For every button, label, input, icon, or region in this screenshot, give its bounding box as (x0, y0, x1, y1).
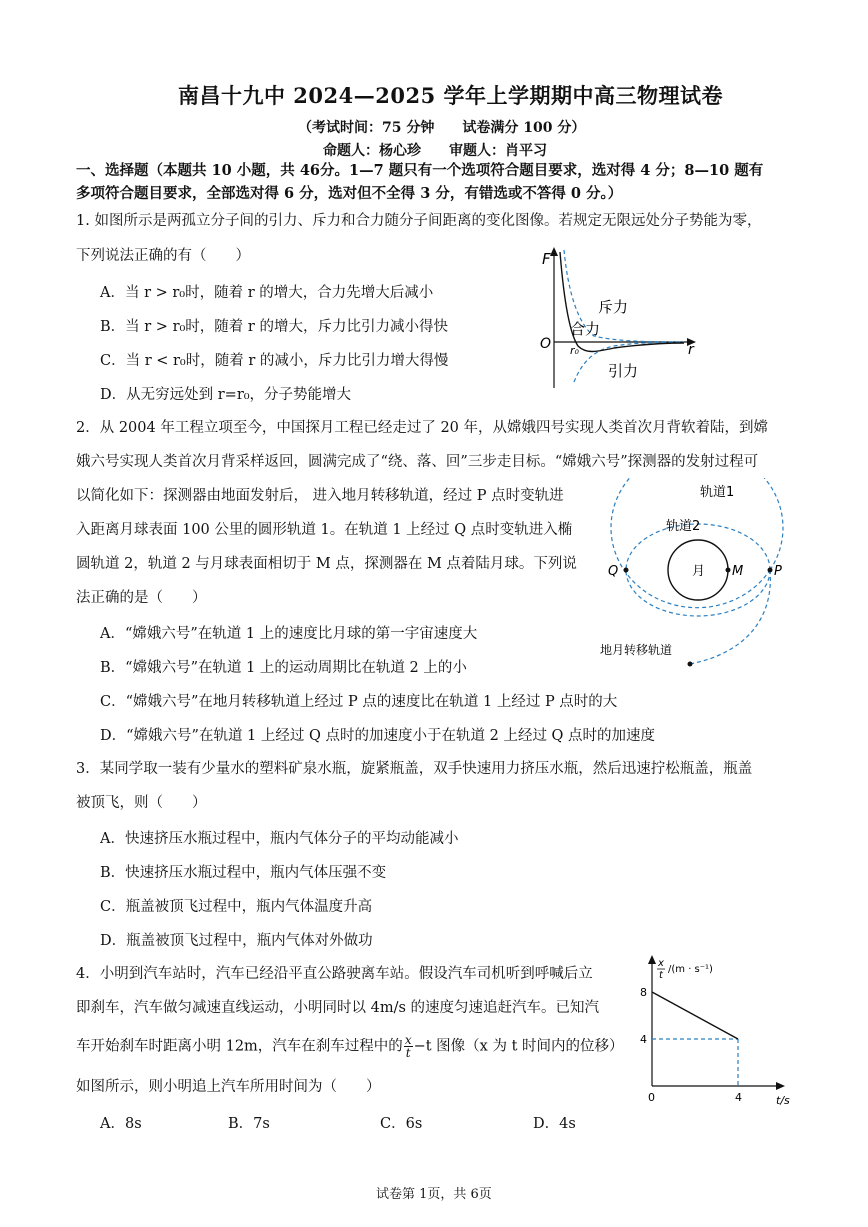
q1-stem-line2: 下列说法正确的有（ ） (76, 248, 250, 264)
q4-option-c: C．6s (380, 1116, 423, 1132)
q2-point-p-dot (768, 568, 773, 573)
q4-x-arrow (776, 1082, 785, 1090)
exam-authors: 命题人：杨心珍 审题人：肖平习 (323, 143, 547, 159)
q4-y-arrow (648, 955, 656, 964)
q2-option-c: C．“嫦娥六号”在地月转移轨道上经过 P 点的速度比在轨道 1 上经过 P 点时的大 (100, 694, 618, 710)
q3-option-b: B．快速挤压水瓶过程中，瓶内气体压强不变 (100, 865, 387, 881)
q2-stem-line5: 圆轨道 2，轨道 2 与月球表面相切于 M 点，探测器在 M 点着陆月球。下列说 (76, 556, 577, 572)
q4-stem-line4: 如图所示，则小明追上汽车所用时间为（ ） (76, 1079, 381, 1095)
q1-option-c: C．当 r < r₀时，随着 r 的减小，斥力比引力增大得慢 (100, 353, 449, 369)
page-title: 南昌十九中 2024—2025 学年上学期期中高三物理试卷 (178, 83, 724, 108)
q4-option-d: D．4s (533, 1116, 576, 1132)
q1-stem-line1: 1. 如图所示是两孤立分子间的引力、斥力和合力随分子间距离的变化图像。若规定无限远处分子势能为零， (76, 213, 762, 229)
q1-y-arrow (550, 247, 558, 256)
q3-stem-line2: 被顶飞，则（ ） (76, 795, 207, 811)
section-heading-line2: 多项符合题目要求，全部选对得 6 分，选对但不全得 3 分，有错选或不答得 0 分。） (76, 185, 623, 202)
q2-stem-line2: 娥六号实现人类首次月背采样返回，圆满完成了“绕、落、回”三步走目标。“嫦娥六号”探测器的发射过程可 (76, 454, 759, 470)
q4-y-label-num: x (658, 958, 664, 969)
q2-point-m-dot (726, 568, 731, 573)
q4-stem-line3-a: 车开始刹车时距离小明 12m，汽车在刹车过程中的 (76, 1038, 403, 1055)
q1-axis-r-label: r (688, 342, 694, 358)
q1-option-a: A．当 r > r₀时，随着 r 的增大，合力先增大后减小 (100, 285, 434, 301)
q1-net-label: 合力 (570, 320, 601, 338)
q4-y-label-den: t (659, 970, 663, 981)
q4-y-tick-4: 4 (640, 1033, 647, 1046)
q4-stem-line2: 即刹车，汽车做匀减速直线运动，小明同时以 4m/s 的速度匀速追赶汽车。已知汽 (76, 1000, 600, 1016)
q2-p-label: P (774, 564, 782, 579)
q1-repulsion-label: 斥力 (598, 298, 629, 316)
q4-xt-graph (630, 950, 800, 1105)
q4-series-line (652, 992, 738, 1039)
q2-stem-line1: 2．从 2004 年工程立项至今，中国探月工程已经走过了 20 年，从嫦娥四号实现人类首次月背软着陆，到嫦 (76, 420, 769, 436)
q1-origin-label: O (540, 336, 552, 352)
q4-fraction (404, 1034, 413, 1059)
q4-y-unit: /(m · s⁻¹) (668, 964, 713, 975)
q2-orbit2-label: 轨道2 (666, 519, 701, 534)
q4-stem-line1: 4．小明到汽车站时，汽车已经沿平直公路驶离车站。假设汽车司机听到呼喊后立 (76, 966, 593, 982)
q2-point-q-dot (624, 568, 629, 573)
q2-option-b: B．“嫦娥六号”在轨道 1 上的运动周期比在轨道 2 上的小 (100, 660, 467, 676)
q1-attraction-label: 引力 (608, 362, 639, 380)
q4-stem-line3 (76, 1034, 624, 1059)
q4-stem-line3-b: −t 图像（x 为 t 时间内的位移） (413, 1038, 624, 1055)
exam-info: （考试时间：75 分钟 试卷满分 100 分） (298, 120, 586, 136)
q2-stem-line3: 以简化如下：探测器由地面发射后， 进入地月转移轨道，经过 P 点时变轨进 (76, 488, 564, 504)
q1-axis-f-label: F (542, 250, 551, 268)
q4-option-b: B．7s (228, 1116, 270, 1132)
q2-transfer-dot (688, 662, 693, 667)
q2-option-a: A．“嫦娥六号”在轨道 1 上的速度比月球的第一宇宙速度大 (100, 626, 478, 642)
q4-origin-label: 0 (648, 1091, 655, 1104)
q4-y-tick-8: 8 (640, 986, 647, 999)
q1-option-d: D．从无穷远处到 r=r₀，分子势能增大 (100, 387, 352, 403)
q4-x-label: t/s (776, 1094, 790, 1105)
q1-force-graph (534, 242, 704, 392)
section-heading-line1: 一、选择题（本题共 10 小题，共 46分。1—7 题只有一个选项符合题目要求，选对得 4 分；8—10 题有 (76, 162, 764, 179)
q2-orbit1 (611, 478, 783, 608)
q3-option-c: C．瓶盖被顶飞过程中，瓶内气体温度升高 (100, 899, 373, 915)
q4-x-tick-4: 4 (735, 1091, 742, 1104)
q3-option-a: A．快速挤压水瓶过程中，瓶内气体分子的平均动能减小 (100, 831, 459, 847)
q4-option-a: A．8s (100, 1116, 142, 1132)
q2-option-d: D．“嫦娥六号”在轨道 1 上经过 Q 点时的加速度小于在轨道 2 上经过 Q 点时的加速度 (100, 728, 656, 744)
q1-option-b: B．当 r > r₀时，随着 r 的增大，斥力比引力减小得快 (100, 319, 448, 335)
q2-m-label: M (732, 564, 744, 579)
q3-option-d: D．瓶盖被顶飞过程中，瓶内气体对外做功 (100, 933, 373, 949)
q2-moon-label: 月 (692, 564, 706, 579)
q4-frac-num: x (404, 1033, 412, 1047)
q4-frac-den: t (405, 1046, 411, 1060)
q2-transfer-label: 地月转移轨道 (600, 643, 673, 657)
q2-transfer-orbit (690, 570, 770, 664)
q2-stem-line4: 入距离月球表面 100 公里的圆形轨道 1。在轨道 1 上经过 Q 点时变轨进入椭 (76, 522, 573, 538)
q1-r0-label: r₀ (570, 344, 579, 357)
q2-orbit-diagram (596, 478, 792, 674)
q2-q-label: Q (608, 564, 619, 579)
page-footer: 试卷第 1页，共 6页 (376, 1187, 492, 1202)
q2-orbit1-label: 轨道1 (700, 485, 735, 500)
q3-stem-line1: 3．某同学取一装有少量水的塑料矿泉水瓶，旋紧瓶盖，双手快速用力挤压水瓶，然后迅速拧松瓶盖，瓶盖 (76, 761, 753, 777)
q2-stem-line6: 法正确的是（ ） (76, 590, 207, 606)
